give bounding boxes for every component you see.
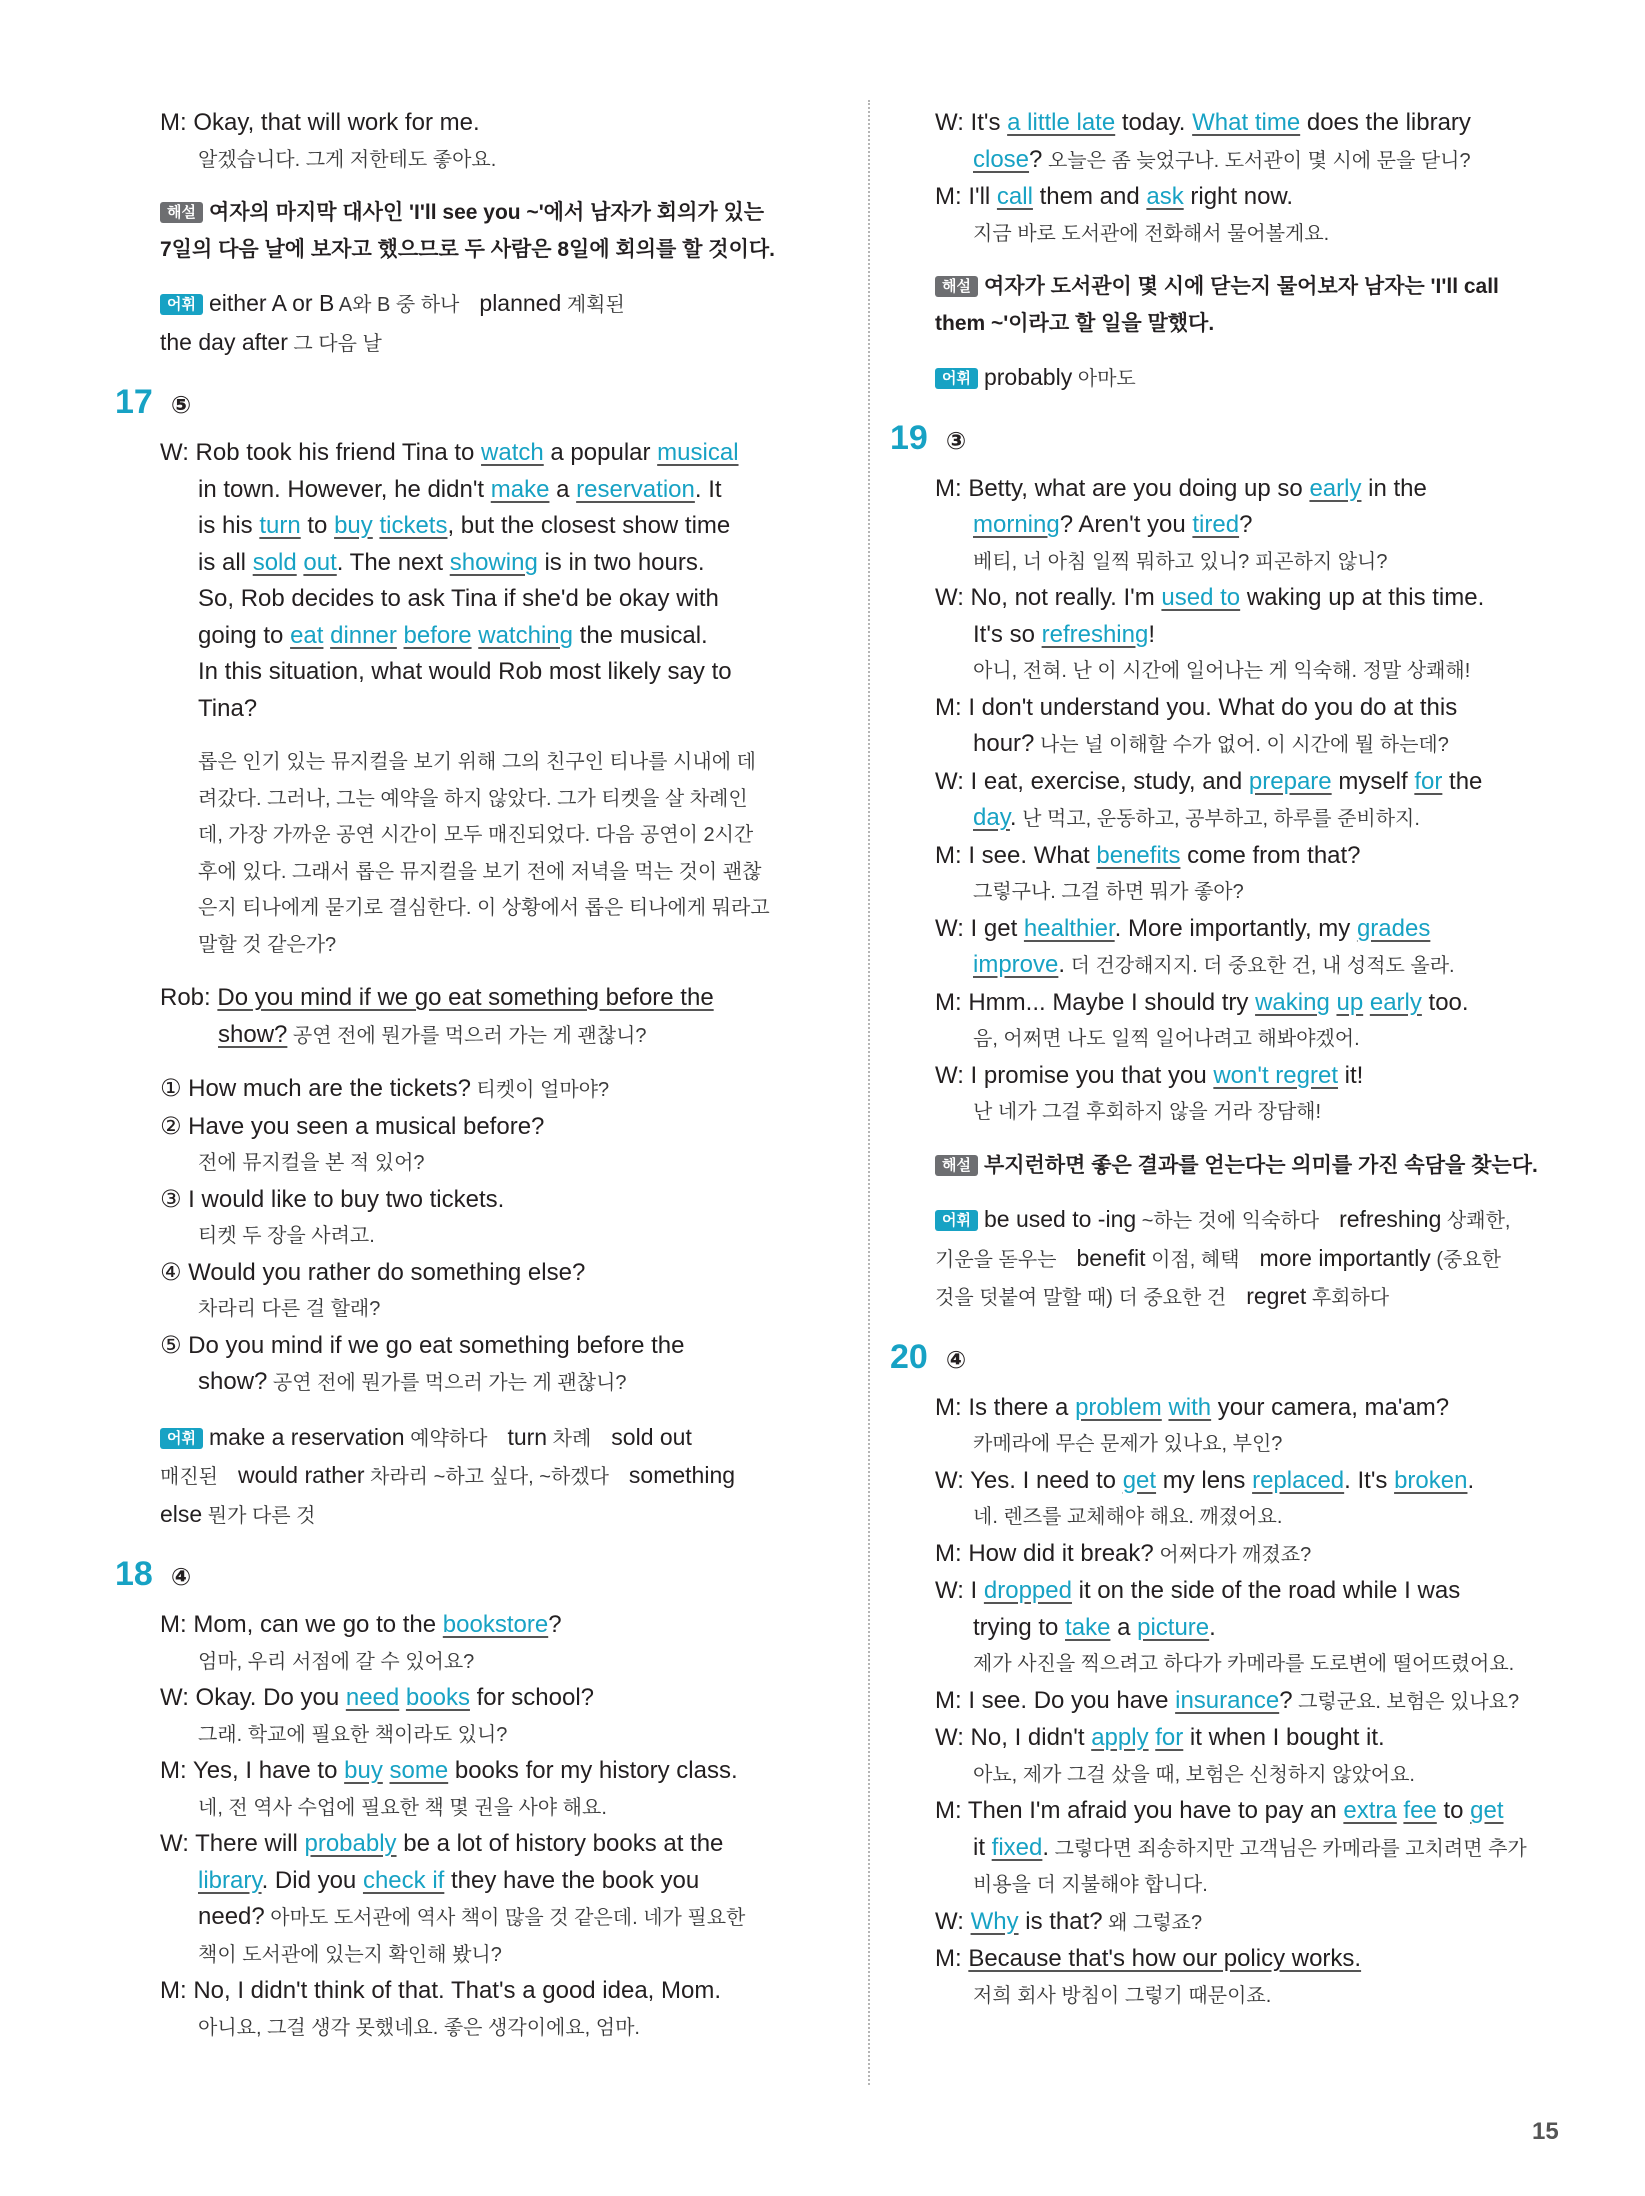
dialogue-line: W: I dropped it on the side of the road while I was (935, 1577, 1461, 1604)
translation: 아니, 전혀. 난 이 시간에 일어나는 게 익숙해. 정말 상쾌해! (973, 660, 1471, 682)
dialogue-line: M: Yes, I have to buy some books for my history class. (160, 1757, 738, 1784)
translation: 음, 어쩌면 나도 일찍 일어나려고 해봐야겠어. (973, 1028, 1360, 1050)
option-5: show? 공연 전에 뭔가를 먹으러 가는 게 괜찮니? (198, 1368, 627, 1395)
option-3: ③ I would like to buy two tickets. (160, 1185, 505, 1213)
translation: 려갔다. 그러나, 그는 예약을 하지 않았다. 그가 티켓을 살 차례인 (198, 787, 748, 810)
dialogue-line: Tina? (198, 694, 258, 722)
dialogue-line: W: No, I didn't apply for it when I bought it. (935, 1724, 1385, 1751)
dialogue-line: M: Betty, what are you doing up so early in the (935, 474, 1427, 502)
dialogue-line: W: I eat, exercise, study, and prepare myself for the (935, 767, 1483, 795)
vocabulary-tag: 어휘 (935, 1210, 978, 1231)
dialogue-line: M: How did it break? 어쩌다가 깨졌죠? (935, 1539, 1312, 1567)
dialogue-line: So, Rob decides to ask Tina if she'd be okay with (198, 585, 719, 612)
translation: 지금 바로 도서관에 전화해서 물어볼게요. (973, 222, 1330, 245)
translation: 비용을 더 지불해야 합니다. (973, 1874, 1208, 1896)
dialogue-line: M: Okay, that will work for me. (160, 109, 480, 136)
answer-line: show? 공연 전에 뭔가를 먹으러 가는 게 괜찮니? (218, 1020, 647, 1048)
dialogue-line: it fixed. 그렇다면 죄송하지만 고객님은 카메라를 고치려면 추가 (973, 1833, 1527, 1861)
question-17-header: 17 ⑤ (115, 383, 192, 421)
dialogue-line: W: I get healthier. More importantly, my grades (935, 914, 1431, 942)
translation: 후에 있다. 그래서 롭은 뮤지컬을 보기 전에 저녁을 먹는 것이 괜찮 (198, 860, 762, 883)
dialogue-line: W: Rob took his friend Tina to watch a popular musical (160, 439, 739, 466)
explanation-tag: 해설 (160, 202, 203, 223)
vocabulary: else 뭔가 다른 것 (160, 1500, 316, 1527)
translation: 은지 티나에게 묻기로 결심한다. 이 상황에서 롭은 티나에게 뭐라고 (198, 897, 770, 919)
explanation-tag: 해설 (935, 1155, 978, 1176)
vocabulary-tag: 어휘 (160, 294, 203, 315)
dialogue-line: need? 아마도 도서관에 역사 책이 많을 것 같은데. 네가 필요한 (198, 1903, 746, 1930)
explanation: 7일의 다음 날에 보자고 했으므로 두 사람은 8일에 회의를 할 것이다. (160, 237, 775, 261)
answer-mark: ④ (945, 1346, 967, 1374)
vocabulary-tag: 어휘 (160, 1428, 203, 1449)
dialogue-line: W: It's a little late today. What time does the library (935, 109, 1471, 136)
answer-mark: ⑤ (170, 392, 192, 419)
dialogue-line: going to eat dinner before watching the musical. (198, 621, 708, 649)
dialogue-line: is all sold out. The next showing is in two hours. (198, 548, 705, 576)
vocabulary-tag: 어휘 (935, 368, 978, 389)
vocabulary: 어휘 be used to -ing ~하는 것에 익숙하다 refreshing 상쾌한, (935, 1201, 1555, 1240)
translation: 그래. 학교에 필요한 책이라도 있니? (198, 1723, 508, 1746)
translation: 난 네가 그걸 후회하지 않을 거라 장담해! (973, 1101, 1322, 1123)
dialogue-line: W: I promise you that you won't regret it! (935, 1061, 1364, 1089)
translation: 알겠습니다. 그게 저한테도 좋아요. (198, 148, 497, 171)
answer-line: Rob: Do you mind if we go eat something before the (160, 984, 714, 1011)
translation: 네. 렌즈를 교체해야 해요. 깨졌어요. (973, 1506, 1283, 1528)
translation: 데, 가장 가까운 공연 시간이 모두 매진되었다. 다음 공연이 2시간 (198, 824, 754, 846)
column-divider (868, 100, 870, 2085)
dialogue-line: in town. However, he didn't make a reservation. It (198, 475, 722, 503)
dialogue-line: hour? 나는 널 이해할 수가 없어. 이 시간에 뭘 하는데? (973, 730, 1449, 757)
left-column (115, 105, 840, 2046)
dialogue-line: morning? Aren't you tired? (973, 511, 1253, 538)
right-column (890, 105, 1555, 2014)
dialogue-line: M: I'll call them and ask right now. (935, 183, 1294, 210)
dialogue-line: M: Mom, can we go to the bookstore? (160, 1611, 562, 1638)
dialogue-line: improve. 더 건강해지지. 더 중요한 건, 내 성적도 올라. (973, 951, 1455, 978)
dialogue-line: M: Is there a problem with your camera, ma'am? (935, 1393, 1450, 1421)
dialogue-line: day. 난 먹고, 운동하고, 공부하고, 하루를 준비하지. (973, 804, 1420, 831)
vocabulary: 매진된 would rather 차라리 ~하고 싶다, ~하겠다 something (160, 1462, 736, 1488)
dialogue-line: M: Then I'm afraid you have to pay an extra fee to get (935, 1797, 1504, 1824)
translation: 아뇨, 제가 그걸 샀을 때, 보험은 신청하지 않았어요. (973, 1763, 1415, 1786)
translation: 말할 것 같은가? (198, 933, 337, 956)
dialogue-line: W: Okay. Do you need books for school? (160, 1684, 595, 1711)
dialogue-line: M: No, I didn't think of that. That's a good idea, Mom. (160, 1977, 722, 2004)
dialogue-line: close? 오늘은 좀 늦었구나. 도서관이 몇 시에 문을 닫니? (973, 145, 1471, 173)
translation: 전에 뮤지컬을 본 적 있어? (198, 1152, 425, 1174)
dialogue-line: M: I see. What benefits come from that? (935, 841, 1361, 869)
vocabulary: 기운을 돋우는 benefit 이점, 혜택 more importantly (중요한 (935, 1244, 1501, 1271)
option-5: ⑤ Do you mind if we go eat something before the (160, 1331, 685, 1359)
explanation: them ~'이라고 할 일을 말했다. (935, 311, 1215, 335)
explanation: 해설 여자의 마지막 대사인 'I'll see you ~'에서 남자가 회의가 있는 (160, 195, 840, 232)
translation: 티켓 두 장을 사려고. (198, 1225, 375, 1247)
translation: 롭은 인기 있는 뮤지컬을 보기 위해 그의 친구인 티나를 시내에 데 (198, 751, 756, 773)
explanation-tag: 해설 (935, 276, 978, 297)
dialogue-line: M: Because that's how our policy works. (935, 1945, 1362, 1972)
vocabulary: 어휘 probably 아마도 (935, 359, 1555, 398)
dialogue-line: W: There will probably be a lot of history books at the (160, 1830, 724, 1857)
vocabulary: 것을 덧붙여 말할 때) 더 중요한 건 regret 후회하다 (935, 1283, 1390, 1309)
explanation: 해설 여자가 도서관이 몇 시에 닫는지 물어보자 남자는 'I'll call (935, 269, 1555, 306)
answer-mark: ④ (170, 1564, 192, 1591)
vocabulary: the day after 그 다음 날 (160, 328, 382, 355)
translation: 저희 회사 방침이 그렇기 때문이죠. (973, 1984, 1272, 2007)
translation: 엄마, 우리 서점에 갈 수 있어요? (198, 1650, 475, 1673)
dialogue-line: M: Hmm... Maybe I should try waking up early too. (935, 988, 1469, 1016)
dialogue-line: It's so refreshing! (973, 620, 1156, 648)
translation: 그렇구나. 그걸 하면 뭐가 좋아? (973, 881, 1244, 903)
answer-mark: ③ (945, 427, 967, 455)
dialogue-line: library. Did you check if they have the book you (198, 1866, 700, 1894)
translation: 차라리 다른 걸 할래? (198, 1298, 381, 1320)
translation: 책이 도서관에 있는지 확인해 봤니? (198, 1943, 502, 1966)
translation: 네, 전 역사 수업에 필요한 책 몇 권을 사야 해요. (198, 1796, 607, 1819)
explanation: 해설 부지런하면 좋은 결과를 얻는다는 의미를 가진 속담을 찾는다. (935, 1148, 1555, 1185)
option-2: ② Have you seen a musical before? (160, 1112, 545, 1140)
dialogue-line: W: Yes. I need to get my lens replaced. It's broken. (935, 1466, 1475, 1494)
page-number: 15 (1532, 2118, 1559, 2145)
dialogue-line: W: No, not really. I'm used to waking up at this time. (935, 584, 1485, 611)
translation: 베티, 너 아침 일찍 뭐하고 있니? 피곤하지 않니? (973, 550, 1388, 573)
question-18-header: 18 ④ (115, 1555, 192, 1593)
dialogue-line: M: I see. Do you have insurance? 그렇군요. 보험은 있나요? (935, 1686, 1520, 1714)
dialogue-line: is his turn to buy tickets, but the closest show time (198, 512, 731, 539)
dialogue-line: trying to take a picture. (973, 1613, 1216, 1641)
translation: 카메라에 무슨 문제가 있나요, 부인? (973, 1433, 1283, 1455)
dialogue-line: M: I don't understand you. What do you do at this (935, 693, 1458, 721)
dialogue-line: W: Why is that? 왜 그렇죠? (935, 1907, 1203, 1935)
translation: 제가 사진을 찍으려고 하다가 카메라를 도로변에 떨어뜨렸어요. (973, 1653, 1515, 1675)
translation: 아니요, 그걸 생각 못했네요. 좋은 생각이에요, 엄마. (198, 2016, 640, 2039)
vocabulary: 어휘 make a reservation 예약하다 turn 차례 sold out (160, 1419, 840, 1458)
dialogue-line: In this situation, what would Rob most likely say to (198, 658, 732, 685)
vocabulary: 어휘 either A or B A와 B 중 하나 planned 계획된 (160, 285, 840, 324)
option-1: ① How much are the tickets? 티켓이 얼마야? (160, 1075, 610, 1102)
question-20-header: 20 ④ (890, 1337, 967, 1376)
option-4: ④ Would you rather do something else? (160, 1258, 586, 1286)
question-19-header: 19 ③ (890, 418, 967, 457)
